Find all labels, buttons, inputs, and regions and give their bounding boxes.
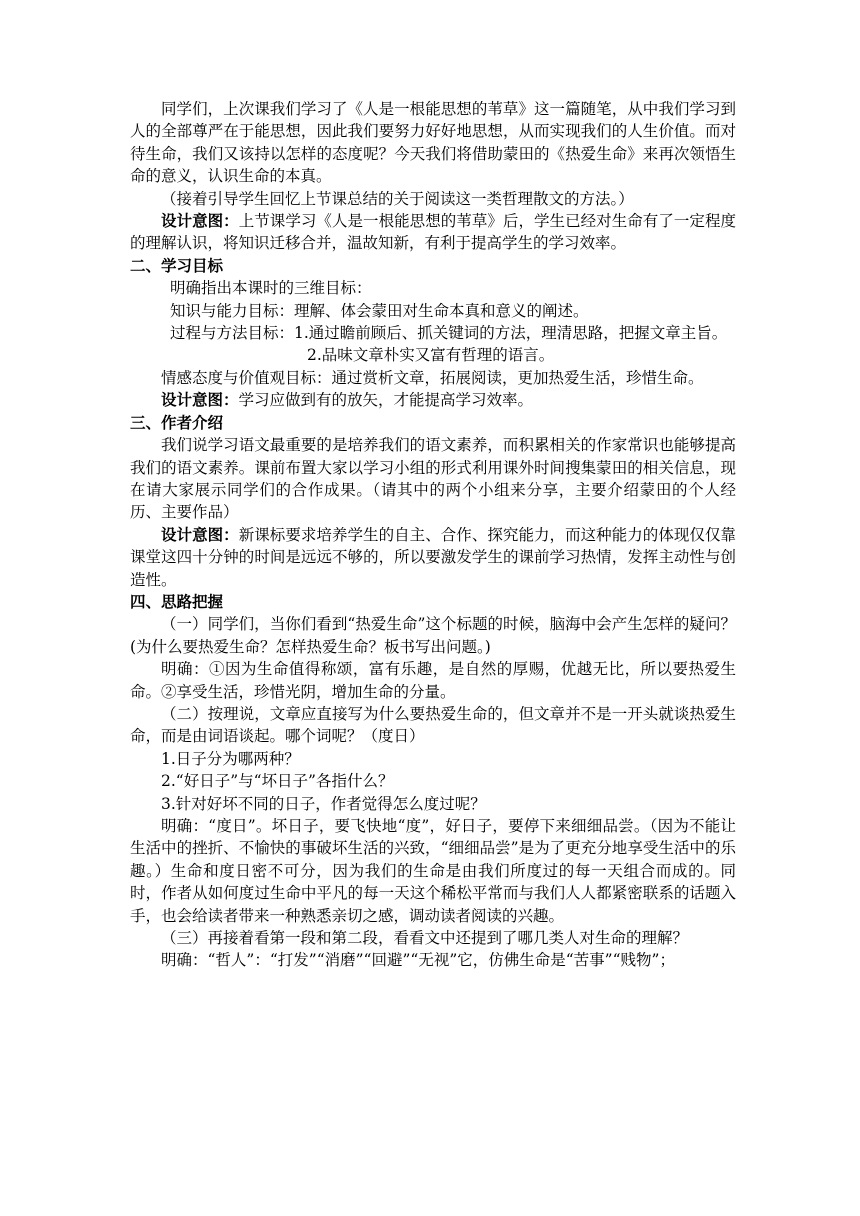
sub-question-3: 3.针对好坏不同的日子，作者觉得怎么度过呢？ <box>161 794 486 813</box>
method-review-note: （接着引导学生回忆上节课总结的关于阅读这一类哲理散文的方法。） <box>161 189 634 208</box>
answer-three: 明确：“哲人”：“打发”“消磨”“回避”“无视”它，仿佛生命是“苦事”“贱物”； <box>161 951 675 970</box>
goal-emotion: 情感态度与价值观目标：通过赏析文章，拓展阅读，更加热爱生活，珍惜生命。 <box>161 368 704 387</box>
answer-two: 明确：“度日”。坏日子，要飞快地“度”，好日子，要停下来细细品尝。（因为不能让生活中的挫折、不愉快的事破坏生活的兴致，“细细品尝”是为了更充分地享受生活中的乐趣。）生命和度日密不可分，因为我们的生命是由我们所度过的每一天组合而成的。同时，作者从如何度过生命中平凡的每一天这个稀松平常而与我们人人都紧密联系的话题入手，也会给读者带来一种熟悉亲切之感，调动读者阅读的兴趣。 <box>130 817 736 925</box>
design-intent-text: 学习应做到有的放矢，才能提高学习效率。 <box>238 391 534 410</box>
goal-process-2: 2.品味文章朴实又富有哲理的语言。 <box>307 346 555 365</box>
section-heading-author: 三、作者介绍 <box>130 413 224 432</box>
design-intent-text: 新课标要求培养学生的自主、合作、探究能力，而这种能力的体现仅仅靠课堂这四十分钟的时间是远远不够的，所以要激发学生的课前学习热情，发挥主动性与创造性。 <box>130 525 736 589</box>
section-heading-structure: 四、思路把握 <box>130 592 224 611</box>
sub-question-2: 2.“好日子”与“坏日子”各指什么？ <box>161 772 394 791</box>
design-intent-text: 上节课学习《人是一根能思想的苇草》后，学生已经对生命有了一定程度的理解认识，将知识迁移合并，温故知新，有利于提高学生的学习效率。 <box>130 212 736 253</box>
answer-one: 明确：①因为生命值得称颂，富有乐趣，是自然的厚赐，优越无比，所以要热爱生命。②享受生活，珍惜光阴，增加生命的分量。 <box>130 660 736 701</box>
design-intent-label: 设计意图： <box>161 212 239 231</box>
goal-process: 过程与方法目标：1.通过瞻前顾后、抓关键词的方法，理清思路，把握文章主旨。 <box>170 324 728 343</box>
author-intro: 我们说学习语文最重要的是培养我们的语文素养，而积累相关的作家常识也能够提高我们的语文素养。课前布置大家以学习小组的形式利用课外时间搜集蒙田的相关信息，现在请大家展示同学们的合作成果。（请其中的两个小组来分享，主要介绍蒙田的个人经历、主要作品） <box>130 436 736 522</box>
sub-question-1: 1.日子分为哪两种？ <box>161 749 300 768</box>
intro-paragraph: 同学们，上次课我们学习了《人是一根能思想的苇草》这一篇随笔，从中我们学习到人的全部尊严在于能思想，因此我们要努力好好地思想，从而实现我们的人生价值。而对待生命，我们又该持以怎样的态度呢？今天我们将借助蒙田的《热爱生命》来再次领悟生命的意义，认识生命的本真。 <box>130 100 736 186</box>
design-intent-1 <box>130 210 736 255</box>
question-three: （三）再接着看第一段和第二段，看看文中还提到了哪几类人对生命的理解？ <box>161 929 689 948</box>
goal-knowledge: 知识与能力目标：理解、体会蒙田对生命本真和意义的阐述。 <box>170 301 589 320</box>
section-heading-goals: 二、学习目标 <box>130 256 224 275</box>
question-two: （二）按理说，文章应直接写为什么要热爱生命的，但文章并不是一开头就谈热爱生命，而是由词语谈起。哪个词呢？（度日） <box>130 704 736 746</box>
design-intent-3 <box>130 524 736 591</box>
goals-intro: 明确指出本课时的三维目标： <box>170 279 372 298</box>
question-one: （一）同学们，当你们看到“热爱生命”这个标题的时候，脑海中会产生怎样的疑问？ (为什么要热爱生命？怎样热爱生命？板书写出问题。) <box>130 615 752 656</box>
design-intent-2 <box>130 389 736 411</box>
document-page <box>130 98 752 972</box>
design-intent-label: 设计意图： <box>161 525 239 544</box>
design-intent-label: 设计意图： <box>161 391 239 410</box>
